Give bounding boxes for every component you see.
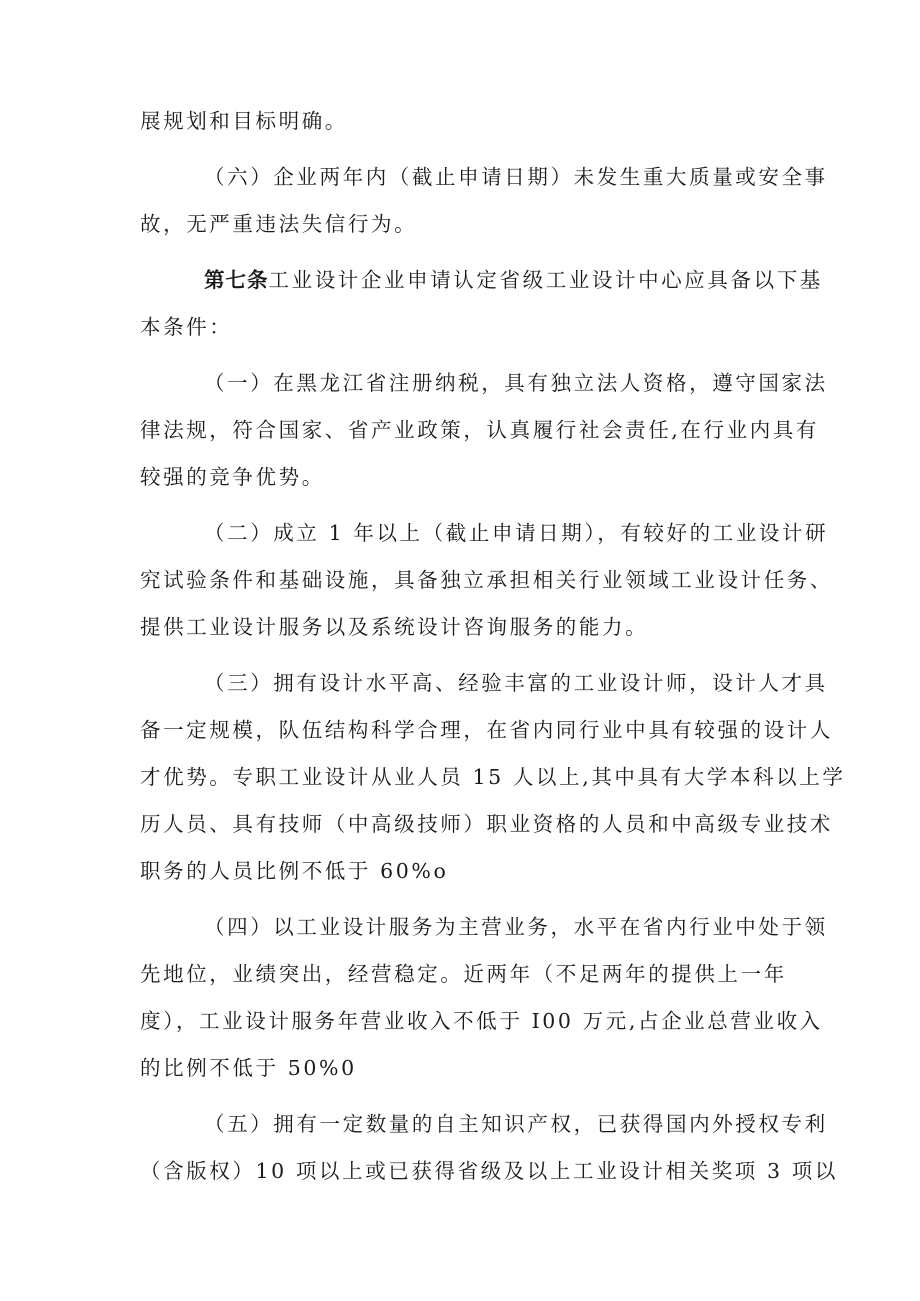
article-7-text: 工业设计企业申请认定省级工业设计中心应具备以下基 (268, 268, 823, 292)
item-4-line: 的比例不低于 50%0 (140, 1056, 357, 1080)
item-1-line: （一）在黑龙江省注册纳税，具有独立法人资格，遵守国家法 (204, 371, 828, 395)
item-3-line: 才优势。专职工业设计从业人员 15 人以上,其中具有大学本科以上学 (140, 765, 846, 789)
item-1-line: 较强的竞争优势。 (140, 465, 325, 489)
item-1-line: 律法规，符合国家、省产业政策，认真履行社会责任,在行业内具有 (140, 418, 820, 442)
article-7-first-line (140, 257, 823, 304)
item-3-line: 备一定规模，队伍结构科学合理，在省内同行业中具有较强的设计人 (140, 718, 833, 742)
article-7-heading: 第七条 (204, 268, 269, 292)
item-2-line: 究试验条件和基础设施，具备独立承担相关行业领域工业设计任务、 (140, 568, 833, 592)
item-3-line: 历人员、具有技师（中高级技师）职业资格的人员和中高级专业技术 (140, 812, 833, 836)
item-2-line: （二）成立 1 年以上（截止申请日期），有较好的工业设计研 (204, 521, 829, 545)
item-3-line: （三）拥有设计水平高、经验丰富的工业设计师，设计人才具 (204, 671, 828, 695)
article-7-line: 本条件： (140, 315, 233, 339)
item-4-line: 先地位，业绩突出，经营稳定。近两年（不足两年的提供上一年 (140, 962, 787, 986)
item-5-line: （五）拥有一定数量的自主知识产权，已获得国内外授权专利 (204, 1112, 828, 1136)
item-2-line: 提供工业设计服务以及系统设计咨询服务的能力。 (140, 615, 649, 639)
continuation-line: 展规划和目标明确。 (140, 109, 348, 133)
item-4-line: （四）以工业设计服务为主营业务，水平在省内行业中处于领 (204, 915, 828, 939)
item-6-line: （六）企业两年内（截止申请日期）未发生重大质量或安全事 (204, 165, 828, 189)
item-6-line: 故，无严重违法失信行为。 (140, 212, 418, 236)
document-body (140, 98, 846, 1195)
item-3-line: 职务的人员比例不低于 60%o (140, 859, 449, 883)
item-5-line: （含版权）10 项以上或已获得省级及以上工业设计相关奖项 3 项以 (140, 1159, 838, 1183)
item-4-line: 度），工业设计服务年营业收入不低于 I00 万元,占企业总营业收入 (140, 1009, 823, 1033)
